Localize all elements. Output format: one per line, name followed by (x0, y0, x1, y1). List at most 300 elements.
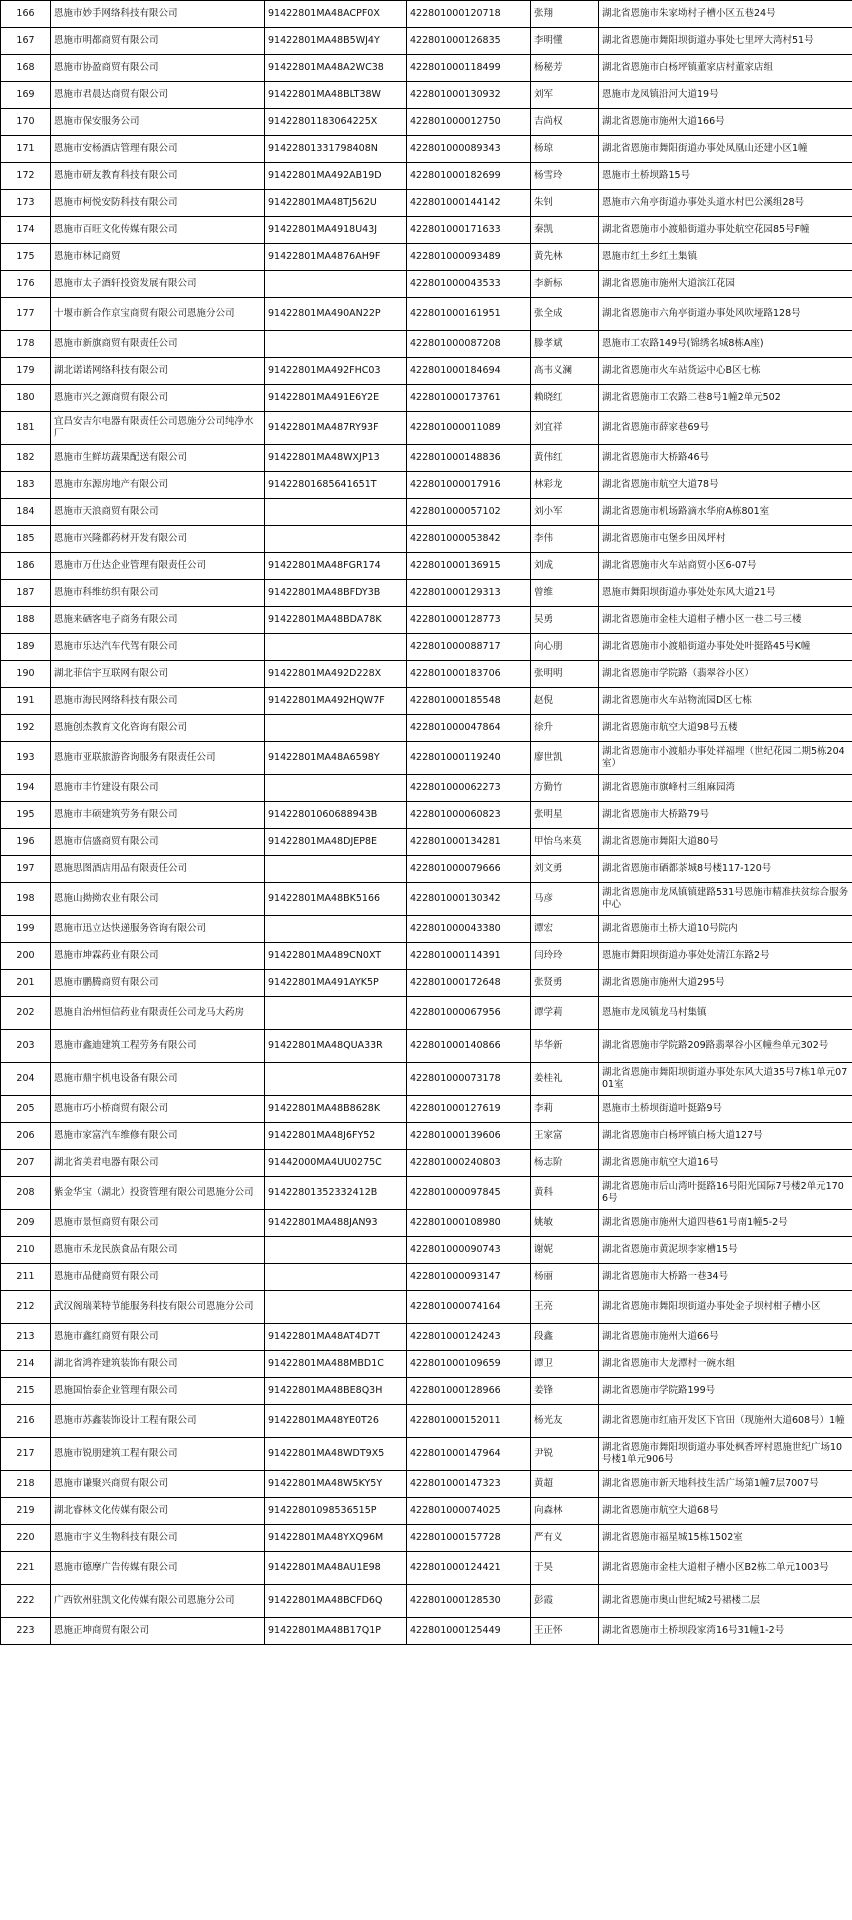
credit-code: 91422801MA48YXQ96M (265, 1525, 407, 1552)
address: 恩施市龙凤镇沿河大道19号 (599, 82, 852, 109)
table-row (1, 775, 852, 802)
registration-number: 422801000119240 (407, 742, 531, 775)
credit-code: 91422801MA491E6Y2E (265, 385, 407, 412)
credit-code (265, 1264, 407, 1291)
legal-person: 李伟 (531, 526, 599, 553)
company-name: 恩施市乐达汽车代驾有限公司 (51, 634, 265, 661)
legal-person: 黄超 (531, 1471, 599, 1498)
company-name: 恩施市禾龙民族食品有限公司 (51, 1237, 265, 1264)
row-number: 196 (1, 829, 51, 856)
table-row (1, 916, 852, 943)
company-name: 恩施市宇义生物科技有限公司 (51, 1525, 265, 1552)
address: 湖北省恩施市舞阳街道办事处凤凰山还建小区1幢 (599, 136, 852, 163)
table-row (1, 82, 852, 109)
row-number: 200 (1, 943, 51, 970)
table-row (1, 412, 852, 445)
legal-person: 张翔 (531, 1, 599, 28)
registration-number: 422801000157728 (407, 1525, 531, 1552)
company-name: 恩施市品健商贸有限公司 (51, 1264, 265, 1291)
credit-code: 91422801MA492HQW7F (265, 688, 407, 715)
credit-code: 91422801MA48BDA78K (265, 607, 407, 634)
registration-number: 422801000126835 (407, 28, 531, 55)
registration-number: 422801000043533 (407, 271, 531, 298)
legal-person: 甲怡乌来莫 (531, 829, 599, 856)
registration-number: 422801000147323 (407, 1471, 531, 1498)
registration-number: 422801000047864 (407, 715, 531, 742)
registration-number: 422801000147964 (407, 1438, 531, 1471)
company-name: 恩施市君晨达商贸有限公司 (51, 82, 265, 109)
row-number: 168 (1, 55, 51, 82)
registration-number: 422801000184694 (407, 358, 531, 385)
address: 湖北省恩施市舞阳大道80号 (599, 829, 852, 856)
credit-code: 91422801MA48B5WJ4Y (265, 28, 407, 55)
credit-code: 91422801MA48DJEP8E (265, 829, 407, 856)
table-row (1, 1, 852, 28)
row-number: 197 (1, 856, 51, 883)
registration-number: 422801000057102 (407, 499, 531, 526)
address: 湖北省恩施市小渡船办事处祥福埋（世纪花园二期5栋204室） (599, 742, 852, 775)
registration-number: 422801000097845 (407, 1177, 531, 1210)
row-number: 194 (1, 775, 51, 802)
credit-code: 91422801MA490AN22P (265, 298, 407, 331)
table-row (1, 883, 852, 916)
credit-code: 91422801MA48BLT38W (265, 82, 407, 109)
table-row (1, 1123, 852, 1150)
registration-number: 422801000185548 (407, 688, 531, 715)
registration-number: 422801000089343 (407, 136, 531, 163)
table-row (1, 1525, 852, 1552)
company-name: 恩施市妙手网络科技有限公司 (51, 1, 265, 28)
row-number: 191 (1, 688, 51, 715)
registration-number: 422801000074025 (407, 1498, 531, 1525)
legal-person: 向森林 (531, 1498, 599, 1525)
table-row (1, 55, 852, 82)
address: 湖北省恩施市黄泥坝李家槽15号 (599, 1237, 852, 1264)
credit-code: 91442000MA4UU0275C (265, 1150, 407, 1177)
company-name: 湖北睿林文化传媒有限公司 (51, 1498, 265, 1525)
company-name: 湖北菲信宇互联网有限公司 (51, 661, 265, 688)
table-row (1, 1210, 852, 1237)
legal-person: 刘宜祥 (531, 412, 599, 445)
row-number: 213 (1, 1324, 51, 1351)
row-number: 182 (1, 445, 51, 472)
legal-person: 马彦 (531, 883, 599, 916)
table-row (1, 856, 852, 883)
registration-number: 422801000090743 (407, 1237, 531, 1264)
credit-code (265, 1237, 407, 1264)
company-name: 恩施市保安服务公司 (51, 109, 265, 136)
row-number: 174 (1, 217, 51, 244)
row-number: 222 (1, 1585, 51, 1618)
table-row (1, 553, 852, 580)
credit-code (265, 526, 407, 553)
legal-person: 王家富 (531, 1123, 599, 1150)
table-row (1, 1405, 852, 1438)
registration-number: 422801000124421 (407, 1552, 531, 1585)
address: 恩施市六角亭街道办事处头道水村巴公溪组28号 (599, 190, 852, 217)
registration-number: 422801000062273 (407, 775, 531, 802)
address: 湖北省恩施市航空大道16号 (599, 1150, 852, 1177)
legal-person: 谢妮 (531, 1237, 599, 1264)
legal-person: 王正怀 (531, 1618, 599, 1645)
address: 湖北省恩施市大桥路46号 (599, 445, 852, 472)
credit-code (265, 997, 407, 1030)
company-name: 恩施市迅立达快递服务咨询有限公司 (51, 916, 265, 943)
row-number: 176 (1, 271, 51, 298)
registration-number: 422801000173761 (407, 385, 531, 412)
table-row (1, 943, 852, 970)
credit-code: 91422801MA48B8628K (265, 1096, 407, 1123)
address: 湖北省恩施市舞阳坝街道办事处枫香坪村恩施世纪广场10号楼1单元906号 (599, 1438, 852, 1471)
registration-number: 422801000130932 (407, 82, 531, 109)
credit-code: 91422801352332412B (265, 1177, 407, 1210)
credit-code (265, 331, 407, 358)
row-number: 171 (1, 136, 51, 163)
legal-person: 杨秘芳 (531, 55, 599, 82)
company-name: 恩施市丰硕建筑劳务有限公司 (51, 802, 265, 829)
company-name: 恩施市天浪商贸有限公司 (51, 499, 265, 526)
registration-number: 422801000109659 (407, 1351, 531, 1378)
row-number: 195 (1, 802, 51, 829)
credit-code: 91422801MA48TJ562U (265, 190, 407, 217)
row-number: 177 (1, 298, 51, 331)
legal-person: 吴勇 (531, 607, 599, 634)
company-name: 恩施市鑫迪建筑工程劳务有限公司 (51, 1030, 265, 1063)
company-name: 恩施市百旺文化传媒有限公司 (51, 217, 265, 244)
address: 湖北省恩施市龙凤镇镇建路531号恩施市精准扶贫综合服务中心 (599, 883, 852, 916)
company-name: 湖北诺诺网络科技有限公司 (51, 358, 265, 385)
legal-person: 严有义 (531, 1525, 599, 1552)
legal-person: 廖世凯 (531, 742, 599, 775)
legal-person: 刘成 (531, 553, 599, 580)
row-number: 172 (1, 163, 51, 190)
legal-person: 谭宏 (531, 916, 599, 943)
address: 湖北省恩施市大桥路79号 (599, 802, 852, 829)
table-row (1, 190, 852, 217)
legal-person: 吉尚权 (531, 109, 599, 136)
legal-person: 段鑫 (531, 1324, 599, 1351)
legal-person: 刘小军 (531, 499, 599, 526)
row-number: 219 (1, 1498, 51, 1525)
company-name: 武汉阁瑞莱特节能服务科技有限公司恩施分公司 (51, 1291, 265, 1324)
company-name: 广西钦州驻凯文化传媒有限公司恩施分公司 (51, 1585, 265, 1618)
registration-number: 422801000130342 (407, 883, 531, 916)
address: 湖北省恩施市学院路209路翡翠谷小区幢叁单元302号 (599, 1030, 852, 1063)
credit-code (265, 1063, 407, 1096)
company-name: 恩施思图酒店用品有限责任公司 (51, 856, 265, 883)
row-number: 170 (1, 109, 51, 136)
credit-code: 91422801MA48FGR174 (265, 553, 407, 580)
registration-number: 422801000172648 (407, 970, 531, 997)
credit-code: 91422801MA48AT4D7T (265, 1324, 407, 1351)
legal-person: 杨雪玲 (531, 163, 599, 190)
address: 湖北省恩施市舞阳坝街道办事处七里坪大湾村51号 (599, 28, 852, 55)
credit-code: 91422801MA48QUA33R (265, 1030, 407, 1063)
legal-person: 杨琼 (531, 136, 599, 163)
address: 湖北省恩施市红庙开发区下官田（现施州大道608号）1幢 (599, 1405, 852, 1438)
company-name: 恩施市鹏腾商贸有限公司 (51, 970, 265, 997)
registration-number: 422801000087208 (407, 331, 531, 358)
table-row (1, 715, 852, 742)
credit-code: 91422801MA48B17Q1P (265, 1618, 407, 1645)
legal-person: 黄先林 (531, 244, 599, 271)
credit-code: 91422801331798408N (265, 136, 407, 163)
credit-code: 91422801MA48BK5166 (265, 883, 407, 916)
table-row (1, 385, 852, 412)
legal-person: 向心朋 (531, 634, 599, 661)
address: 湖北省恩施市硒都茶城8号楼117-120号 (599, 856, 852, 883)
company-name: 恩施市巧小桥商贸有限公司 (51, 1096, 265, 1123)
registration-number: 422801000171633 (407, 217, 531, 244)
address: 湖北省恩施市六角亭街道办事处风吹垭路128号 (599, 298, 852, 331)
row-number: 175 (1, 244, 51, 271)
legal-person: 谭卫 (531, 1351, 599, 1378)
registration-number: 422801000182699 (407, 163, 531, 190)
row-number: 214 (1, 1351, 51, 1378)
legal-person: 彭霞 (531, 1585, 599, 1618)
credit-code (265, 775, 407, 802)
registration-number: 422801000128530 (407, 1585, 531, 1618)
address: 湖北省恩施市施州大道295号 (599, 970, 852, 997)
company-name: 宜昌安吉尔电器有限责任公司恩施分公司纯净水厂 (51, 412, 265, 445)
address: 湖北省恩施市火车站物流园D区七栋 (599, 688, 852, 715)
credit-code: 91422801MA492AB19D (265, 163, 407, 190)
row-number: 216 (1, 1405, 51, 1438)
credit-code: 91422801MA4918U43J (265, 217, 407, 244)
row-number: 223 (1, 1618, 51, 1645)
row-number: 179 (1, 358, 51, 385)
credit-code: 91422801MA48BE8Q3H (265, 1378, 407, 1405)
registration-number: 422801000120718 (407, 1, 531, 28)
table-row (1, 271, 852, 298)
table-row (1, 28, 852, 55)
credit-code: 91422801MA489CN0XT (265, 943, 407, 970)
address: 湖北省恩施市屯堡乡田凤坪村 (599, 526, 852, 553)
row-number: 217 (1, 1438, 51, 1471)
company-name: 恩施市海民网络科技有限公司 (51, 688, 265, 715)
legal-person: 方勤竹 (531, 775, 599, 802)
company-name: 恩施市研友教育科技有限公司 (51, 163, 265, 190)
row-number: 192 (1, 715, 51, 742)
table-row (1, 1438, 852, 1471)
registration-number: 422801000134281 (407, 829, 531, 856)
table-row (1, 1291, 852, 1324)
address: 湖北省恩施市施州大道166号 (599, 109, 852, 136)
legal-person: 毕华新 (531, 1030, 599, 1063)
row-number: 183 (1, 472, 51, 499)
table-row (1, 472, 852, 499)
company-name: 紫金华宝（湖北）投资管理有限公司恩施分公司 (51, 1177, 265, 1210)
credit-code: 91422801MA48ACPF0X (265, 1, 407, 28)
address: 湖北省恩施市小渡船街道办事处处叶挺路45号K幢 (599, 634, 852, 661)
legal-person: 黄科 (531, 1177, 599, 1210)
legal-person: 滕孝斌 (531, 331, 599, 358)
legal-person: 姜桂礼 (531, 1063, 599, 1096)
legal-person: 张明明 (531, 661, 599, 688)
company-name: 恩施市景恒商贸有限公司 (51, 1210, 265, 1237)
credit-code: 91422801MA492FHC03 (265, 358, 407, 385)
row-number: 185 (1, 526, 51, 553)
credit-code (265, 1291, 407, 1324)
row-number: 193 (1, 742, 51, 775)
company-name: 恩施市坤霖药业有限公司 (51, 943, 265, 970)
credit-code: 91422801685641651T (265, 472, 407, 499)
legal-person: 张全成 (531, 298, 599, 331)
address: 湖北省恩施市土桥坝段家湾16号31幢1-2号 (599, 1618, 852, 1645)
credit-code (265, 715, 407, 742)
table-row (1, 136, 852, 163)
table-row (1, 661, 852, 688)
company-name: 恩施市锐朋建筑工程有限公司 (51, 1438, 265, 1471)
table-row (1, 331, 852, 358)
company-name: 恩施市协盈商贸有限公司 (51, 55, 265, 82)
credit-code (265, 856, 407, 883)
credit-code: 91422801060688943B (265, 802, 407, 829)
company-name: 恩施国怡泰企业管理有限公司 (51, 1378, 265, 1405)
table-row (1, 1030, 852, 1063)
legal-person: 黄伟红 (531, 445, 599, 472)
address: 湖北省恩施市施州大道66号 (599, 1324, 852, 1351)
row-number: 199 (1, 916, 51, 943)
address: 湖北省恩施市施州大道四巷61号南1幢5-2号 (599, 1210, 852, 1237)
address: 湖北省恩施市大桥路一巷34号 (599, 1264, 852, 1291)
credit-code: 91422801MA488MBD1C (265, 1351, 407, 1378)
company-name: 恩施市鑫红商贸有限公司 (51, 1324, 265, 1351)
company-name: 湖北省鸿祚建筑装饰有限公司 (51, 1351, 265, 1378)
company-name: 恩施市苏鑫装饰设计工程有限公司 (51, 1405, 265, 1438)
address: 湖北省恩施市学院路（翡翠谷小区） (599, 661, 852, 688)
table-row (1, 997, 852, 1030)
table-row (1, 1063, 852, 1096)
legal-person: 谭学莉 (531, 997, 599, 1030)
credit-code (265, 634, 407, 661)
row-number: 198 (1, 883, 51, 916)
row-number: 220 (1, 1525, 51, 1552)
registration-number: 422801000017916 (407, 472, 531, 499)
address: 湖北省恩施市新天地科技生活广场第1幢7层7007号 (599, 1471, 852, 1498)
row-number: 201 (1, 970, 51, 997)
address: 湖北省恩施市舞阳坝街道办事处金子坝村柑子槽小区 (599, 1291, 852, 1324)
company-name: 恩施市太子酒轩投资发展有限公司 (51, 271, 265, 298)
table-row (1, 526, 852, 553)
company-name: 恩施市信盛商贸有限公司 (51, 829, 265, 856)
address: 湖北省恩施市白杨坪镇董家店村董家店组 (599, 55, 852, 82)
registration-number: 422801000118499 (407, 55, 531, 82)
registration-number: 422801000043380 (407, 916, 531, 943)
credit-code: 91422801MA4876AH9F (265, 244, 407, 271)
credit-code: 91422801MA488JAN93 (265, 1210, 407, 1237)
company-name: 恩施市东源房地产有限公司 (51, 472, 265, 499)
company-name: 恩施创杰教育文化咨询有限公司 (51, 715, 265, 742)
credit-code (265, 271, 407, 298)
table-row (1, 1150, 852, 1177)
table-row (1, 1351, 852, 1378)
credit-code: 9142280109853651​5P (265, 1498, 407, 1525)
table-row (1, 445, 852, 472)
legal-person: 杨光友 (531, 1405, 599, 1438)
table-row (1, 1618, 852, 1645)
credit-code: 91422801MA48AU1E98 (265, 1552, 407, 1585)
table-row (1, 244, 852, 271)
credit-code: 91422801MA48WXJP13 (265, 445, 407, 472)
credit-code: 91422801MA487RY93F (265, 412, 407, 445)
registration-number: 422801000240803 (407, 1150, 531, 1177)
company-name: 恩施市德摩广告传媒有限公司 (51, 1552, 265, 1585)
table-row (1, 742, 852, 775)
table-row (1, 829, 852, 856)
row-number: 188 (1, 607, 51, 634)
registration-number: 422801000136915 (407, 553, 531, 580)
registration-number: 422801000053842 (407, 526, 531, 553)
table-row (1, 1498, 852, 1525)
address: 湖北省恩施市小渡船街道办事处航空花园85号F幢 (599, 217, 852, 244)
row-number: 215 (1, 1378, 51, 1405)
address: 湖北省恩施市旗峰村三组麻园湾 (599, 775, 852, 802)
credit-code: 91422801MA48WDT9X5 (265, 1438, 407, 1471)
row-number: 207 (1, 1150, 51, 1177)
row-number: 186 (1, 553, 51, 580)
registration-number: 422801000140866 (407, 1030, 531, 1063)
address: 湖北省恩施市大龙潭村一碗水组 (599, 1351, 852, 1378)
legal-person: 李明懂 (531, 28, 599, 55)
table-row (1, 607, 852, 634)
credit-code (265, 499, 407, 526)
row-number: 187 (1, 580, 51, 607)
row-number: 202 (1, 997, 51, 1030)
table-row (1, 1378, 852, 1405)
legal-person: 尹锐 (531, 1438, 599, 1471)
credit-code: 91422801MA492D228X (265, 661, 407, 688)
row-number: 221 (1, 1552, 51, 1585)
registration-number: 422801000108980 (407, 1210, 531, 1237)
registration-number: 422801000079666 (407, 856, 531, 883)
company-name: 恩施市兴之源商贸有限公司 (51, 385, 265, 412)
registration-number: 422801000124243 (407, 1324, 531, 1351)
registration-number: 422801000067956 (407, 997, 531, 1030)
address: 恩施市土桥坝路15号 (599, 163, 852, 190)
legal-person: 姚敏 (531, 1210, 599, 1237)
legal-person: 李莉 (531, 1096, 599, 1123)
row-number: 166 (1, 1, 51, 28)
legal-person: 闫玲玲 (531, 943, 599, 970)
address: 湖北省恩施市土桥大道10号院内 (599, 916, 852, 943)
legal-person: 杨丽 (531, 1264, 599, 1291)
row-number: 210 (1, 1237, 51, 1264)
address: 湖北省恩施市工农路二巷8号1幢2单元502 (599, 385, 852, 412)
legal-person: 赖晓红 (531, 385, 599, 412)
registration-number: 422801000148836 (407, 445, 531, 472)
company-name: 恩施正坤商贸有限公司 (51, 1618, 265, 1645)
address: 湖北省恩施市火车站货运中心B区七栋 (599, 358, 852, 385)
registration-number: 422801000074164 (407, 1291, 531, 1324)
company-name: 十堰市新合作京宝商贸有限公司恩施分公司 (51, 298, 265, 331)
table-row (1, 358, 852, 385)
table-row (1, 1237, 852, 1264)
row-number: 208 (1, 1177, 51, 1210)
address: 湖北省恩施市航空大道68号 (599, 1498, 852, 1525)
company-name: 恩施市明都商贸有限公司 (51, 28, 265, 55)
company-name: 恩施市家富汽车维修有限公司 (51, 1123, 265, 1150)
row-number: 203 (1, 1030, 51, 1063)
address: 湖北省恩施市金桂大道柑子槽小区B2栋二单元1003号 (599, 1552, 852, 1585)
table-row (1, 298, 852, 331)
company-name: 恩施市新旗商贸有限责任公司 (51, 331, 265, 358)
table-row (1, 1177, 852, 1210)
row-number: 178 (1, 331, 51, 358)
registration-number: 422801000128966 (407, 1378, 531, 1405)
registration-number: 422801000127619 (407, 1096, 531, 1123)
registration-number: 422801000114391 (407, 943, 531, 970)
